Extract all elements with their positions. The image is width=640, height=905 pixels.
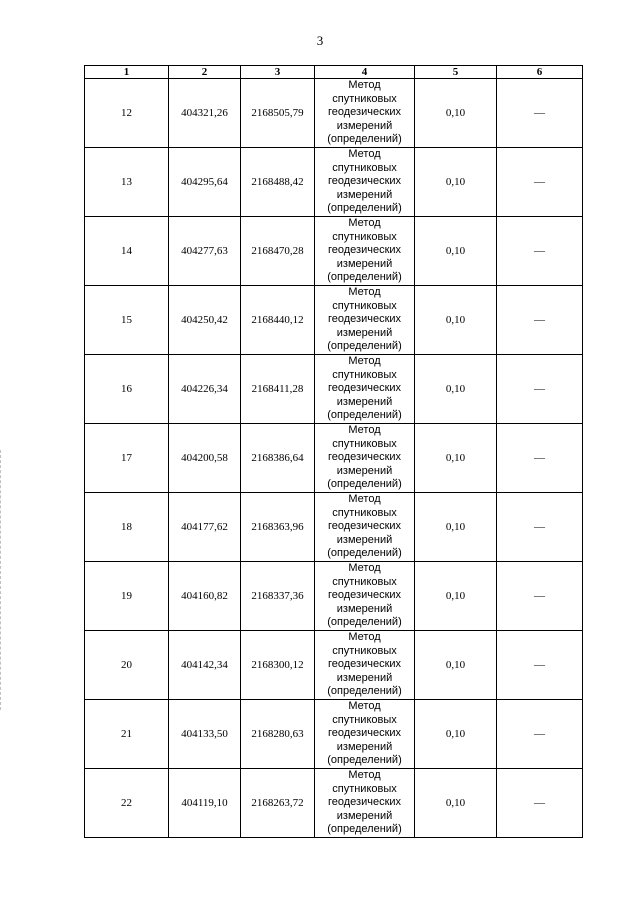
method-line: геодезических: [327, 313, 402, 326]
coord-x-cell: 404226,34: [169, 355, 241, 424]
table-row: [85, 493, 583, 562]
method-line: Метод: [348, 286, 381, 299]
point-number-cell: 15: [85, 286, 169, 355]
header-col-2: 2: [169, 66, 241, 79]
method-cell: [315, 631, 415, 700]
method-line: Метод: [348, 355, 381, 368]
table-row: [85, 79, 583, 148]
method-line: измерений: [336, 602, 393, 615]
method-line: геодезических: [327, 382, 402, 395]
header-col-5: 5: [415, 66, 497, 79]
note-cell: —: [497, 631, 583, 700]
method-cell: [315, 148, 415, 217]
method-line: измерений: [336, 671, 393, 684]
accuracy-cell: 0,10: [415, 562, 497, 631]
method-cell: [315, 493, 415, 562]
method-line: спутниковых: [332, 575, 397, 588]
table-body: [85, 79, 583, 838]
method-line: спутниковых: [332, 437, 397, 450]
note-cell: —: [497, 79, 583, 148]
accuracy-cell: 0,10: [415, 700, 497, 769]
table-row: [85, 424, 583, 493]
method-line: Метод: [348, 79, 381, 92]
table-row: [85, 700, 583, 769]
coord-x-cell: 404160,82: [169, 562, 241, 631]
method-line: измерений: [336, 809, 393, 822]
accuracy-cell: 0,10: [415, 79, 497, 148]
coord-x-cell: 404295,64: [169, 148, 241, 217]
table-row: [85, 562, 583, 631]
method-line: геодезических: [327, 796, 402, 809]
method-line: спутниковых: [332, 368, 397, 381]
method-line: (определений): [327, 409, 402, 422]
accuracy-cell: 0,10: [415, 769, 497, 838]
header-col-3: 3: [241, 66, 315, 79]
method-line: геодезических: [327, 727, 402, 740]
point-number-cell: 12: [85, 79, 169, 148]
point-number-cell: 18: [85, 493, 169, 562]
method-cell: [315, 769, 415, 838]
table-row: [85, 286, 583, 355]
page-number: 3: [316, 33, 324, 48]
method-line: спутниковых: [332, 713, 397, 726]
header-col-4: 4: [315, 66, 415, 79]
method-cell: [315, 79, 415, 148]
coord-y-cell: 2168470,28: [241, 217, 315, 286]
accuracy-cell: 0,10: [415, 217, 497, 286]
coord-y-cell: 2168488,42: [241, 148, 315, 217]
method-line: геодезических: [327, 175, 402, 188]
coord-y-cell: 2168363,96: [241, 493, 315, 562]
method-line: измерений: [336, 119, 393, 132]
method-line: измерений: [336, 257, 393, 270]
coord-y-cell: 2168263,72: [241, 769, 315, 838]
coord-x-cell: 404133,50: [169, 700, 241, 769]
point-number-cell: 19: [85, 562, 169, 631]
method-line: измерений: [336, 533, 393, 546]
table-row: [85, 355, 583, 424]
method-line: спутниковых: [332, 161, 397, 174]
method-line: геодезических: [327, 658, 402, 671]
coord-x-cell: 404200,58: [169, 424, 241, 493]
note-cell: —: [497, 355, 583, 424]
table-row: [85, 148, 583, 217]
method-line: спутниковых: [332, 782, 397, 795]
method-cell: [315, 424, 415, 493]
method-line: Метод: [348, 631, 381, 644]
coord-y-cell: 2168337,36: [241, 562, 315, 631]
coord-y-cell: 2168411,28: [241, 355, 315, 424]
coord-x-cell: 404142,34: [169, 631, 241, 700]
accuracy-cell: 0,10: [415, 286, 497, 355]
method-line: (определений): [327, 340, 402, 353]
method-line: (определений): [327, 685, 402, 698]
method-line: Метод: [348, 562, 381, 575]
coord-x-cell: 404321,26: [169, 79, 241, 148]
method-line: измерений: [336, 326, 393, 339]
table-row: [85, 631, 583, 700]
method-line: Метод: [348, 217, 381, 230]
method-line: геодезических: [327, 106, 402, 119]
method-line: измерений: [336, 740, 393, 753]
method-line: измерений: [336, 395, 393, 408]
method-line: (определений): [327, 478, 402, 491]
method-line: измерений: [336, 188, 393, 201]
point-number-cell: 16: [85, 355, 169, 424]
note-cell: —: [497, 769, 583, 838]
method-line: (определений): [327, 754, 402, 767]
method-line: Метод: [348, 493, 381, 506]
method-line: Метод: [348, 769, 381, 782]
note-cell: —: [497, 424, 583, 493]
coord-y-cell: 2168280,63: [241, 700, 315, 769]
note-cell: —: [497, 562, 583, 631]
point-number-cell: 17: [85, 424, 169, 493]
method-line: спутниковых: [332, 92, 397, 105]
point-number-cell: 13: [85, 148, 169, 217]
method-line: геодезических: [327, 244, 402, 257]
coordinates-table: [84, 65, 583, 838]
point-number-cell: 14: [85, 217, 169, 286]
method-line: геодезических: [327, 589, 402, 602]
method-cell: [315, 562, 415, 631]
table-header: [85, 66, 583, 79]
note-cell: —: [497, 217, 583, 286]
coord-y-cell: 2168505,79: [241, 79, 315, 148]
method-line: (определений): [327, 616, 402, 629]
method-cell: [315, 217, 415, 286]
method-line: Метод: [348, 700, 381, 713]
method-line: (определений): [327, 271, 402, 284]
method-line: геодезических: [327, 451, 402, 464]
coord-x-cell: 404250,42: [169, 286, 241, 355]
note-cell: —: [497, 700, 583, 769]
method-cell: [315, 355, 415, 424]
method-line: измерений: [336, 464, 393, 477]
scan-edge-marks: [0, 450, 3, 710]
method-line: спутниковых: [332, 644, 397, 657]
method-line: (определений): [327, 547, 402, 560]
method-line: спутниковых: [332, 506, 397, 519]
table-row: [85, 217, 583, 286]
method-line: спутниковых: [332, 299, 397, 312]
accuracy-cell: 0,10: [415, 355, 497, 424]
coord-x-cell: 404177,62: [169, 493, 241, 562]
coord-y-cell: 2168300,12: [241, 631, 315, 700]
method-cell: [315, 700, 415, 769]
accuracy-cell: 0,10: [415, 631, 497, 700]
point-number-cell: 22: [85, 769, 169, 838]
coord-y-cell: 2168386,64: [241, 424, 315, 493]
method-line: геодезических: [327, 520, 402, 533]
accuracy-cell: 0,10: [415, 148, 497, 217]
point-number-cell: 20: [85, 631, 169, 700]
method-line: спутниковых: [332, 230, 397, 243]
note-cell: —: [497, 493, 583, 562]
accuracy-cell: 0,10: [415, 493, 497, 562]
header-col-1: 1: [85, 66, 169, 79]
table-row: [85, 769, 583, 838]
coord-x-cell: 404119,10: [169, 769, 241, 838]
method-cell: [315, 286, 415, 355]
note-cell: —: [497, 286, 583, 355]
accuracy-cell: 0,10: [415, 424, 497, 493]
method-line: Метод: [348, 424, 381, 437]
header-col-6: 6: [497, 66, 583, 79]
note-cell: —: [497, 148, 583, 217]
method-line: Метод: [348, 148, 381, 161]
method-line: (определений): [327, 202, 402, 215]
method-line: (определений): [327, 133, 402, 146]
method-line: (определений): [327, 823, 402, 836]
point-number-cell: 21: [85, 700, 169, 769]
coord-x-cell: 404277,63: [169, 217, 241, 286]
header-row: [85, 66, 583, 79]
coord-y-cell: 2168440,12: [241, 286, 315, 355]
